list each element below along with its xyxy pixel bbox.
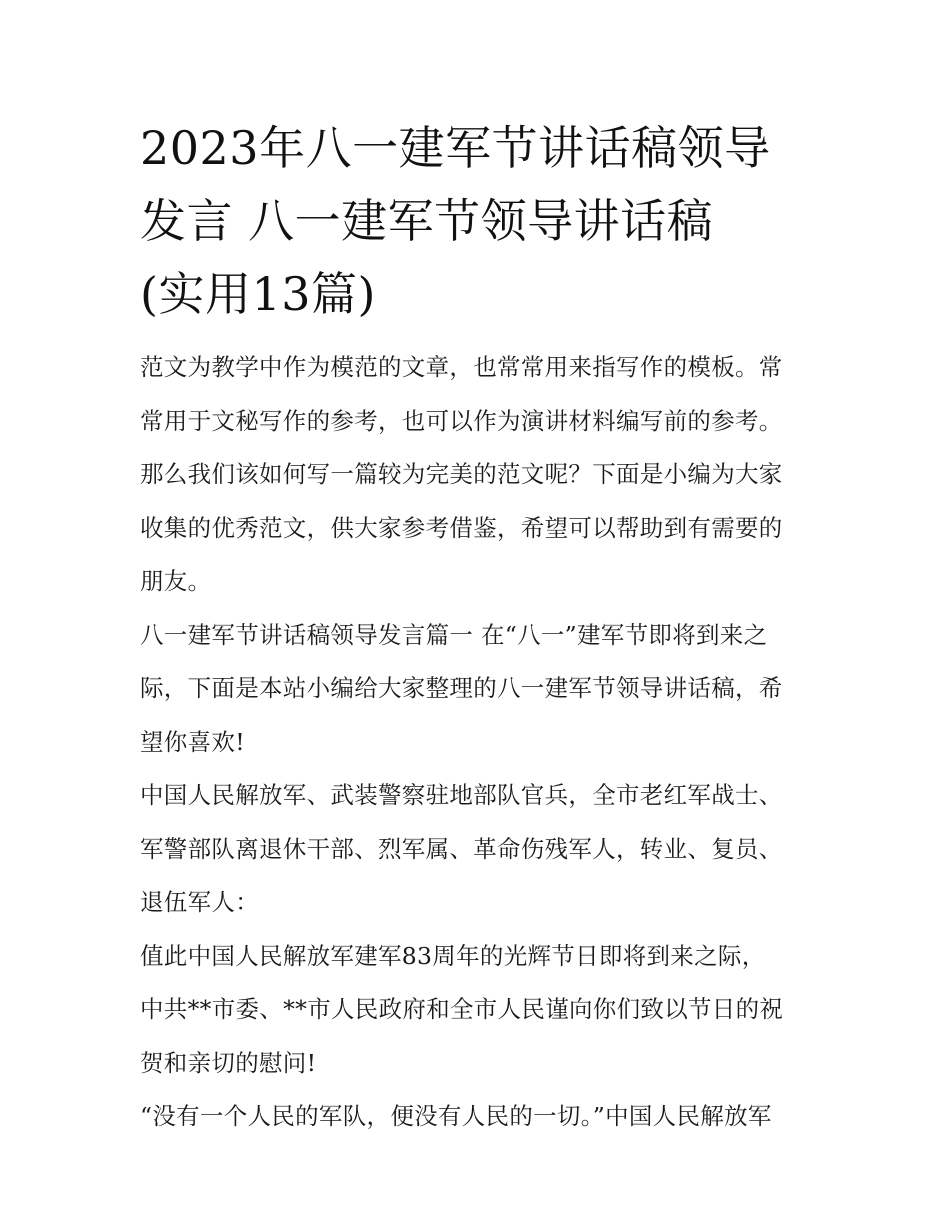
body-line: 值此中国人民解放军建军83周年的光辉节日即将到来之际， xyxy=(140,941,766,970)
title-line: 发言 八一建军节领导讲话稿 xyxy=(140,194,714,248)
body-line: 贺和亲切的慰问! xyxy=(140,1048,317,1077)
document-title xyxy=(140,112,815,331)
body-line: 退伍军人： xyxy=(140,888,259,916)
document-body xyxy=(140,341,815,1144)
body-line: 中共**市委、**市人民政府和全市人民谨向你们致以节日的祝 xyxy=(140,995,784,1023)
body-line: 八一建军节讲话稿领导发言篇一 在“八一”建军节即将到来之 xyxy=(140,620,768,649)
body-line: 收集的优秀范文，供大家参考借鉴，希望可以帮助到有需要的 xyxy=(140,513,783,542)
title-line: 2023年八一建军节讲话稿领导 xyxy=(140,121,771,175)
body-line: 那么我们该如何写一篇较为完美的范文呢？下面是小编为大家 xyxy=(140,460,783,488)
body-line: 中国人民解放军、武装警察驻地部队官兵，全市老红军战士、 xyxy=(140,781,783,809)
body-line: 范文为教学中作为模范的文章，也常常用来指写作的模板。常 xyxy=(140,353,783,381)
body-line: 朋友。 xyxy=(140,567,212,595)
body-line: 常用于文秘写作的参考，也可以作为演讲材料编写前的参考。 xyxy=(140,406,783,435)
body-line: “没有一个人民的军队，便没有人民的一切。”中国人民解放军 xyxy=(140,1102,772,1130)
document-content xyxy=(140,112,815,1144)
title-line: (实用13篇) xyxy=(140,267,376,321)
body-line: 际，下面是本站小编给大家整理的八一建军节领导讲话稿，希 xyxy=(140,674,783,702)
body-line: 军警部队离退休干部、烈军属、革命伤残军人，转业、复员、 xyxy=(140,834,783,863)
body-line: 望你喜欢! xyxy=(140,727,245,756)
